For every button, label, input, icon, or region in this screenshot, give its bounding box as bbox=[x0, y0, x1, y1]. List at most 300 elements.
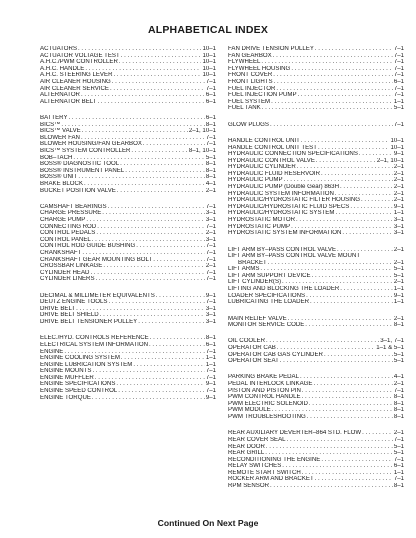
entry-page-number: 5–1 bbox=[205, 154, 216, 161]
dot-leader bbox=[300, 374, 393, 381]
entry-label: ENGINE SPECIFICATIONS bbox=[40, 381, 116, 388]
dot-leader bbox=[266, 338, 379, 345]
dot-leader bbox=[297, 164, 393, 171]
dot-leader bbox=[86, 217, 204, 224]
entry-page-number: 7–1 bbox=[393, 456, 404, 463]
index-entry[interactable] bbox=[40, 148, 216, 155]
index-entry[interactable] bbox=[228, 430, 404, 437]
entry-page-number: 8–1 bbox=[205, 121, 216, 128]
dot-leader bbox=[61, 122, 205, 129]
entry-label: HYDROSTATIC PUMP bbox=[228, 223, 291, 230]
entry-label: MAIN RELIEF VALVE bbox=[228, 315, 287, 322]
entry-page-number: 2–1 bbox=[393, 177, 404, 184]
index-entry[interactable] bbox=[228, 79, 404, 86]
index-entry[interactable] bbox=[40, 53, 216, 60]
index-entry[interactable] bbox=[228, 394, 404, 401]
index-column-left bbox=[40, 46, 216, 401]
entry-label: PARKING BRAKE PEDAL bbox=[228, 374, 300, 381]
dot-leader bbox=[90, 270, 204, 277]
entry-label: HYDRAULIC PUMP bbox=[228, 177, 283, 184]
entry-page-number: 7–1 bbox=[393, 52, 404, 59]
entry-page-number: 10–1 bbox=[202, 72, 216, 79]
entry-page-number: 8–1 bbox=[393, 414, 404, 421]
index-entry[interactable] bbox=[40, 217, 216, 224]
index-entry[interactable] bbox=[228, 158, 404, 165]
entry-page-number: 1–1 & 5–1 bbox=[376, 345, 404, 351]
index-entry[interactable] bbox=[228, 145, 404, 152]
entry-page-number: 6–1 bbox=[393, 463, 404, 470]
entry-page-number: 2–1 bbox=[393, 279, 404, 286]
entry-label: BOB–TACH bbox=[40, 154, 73, 161]
index-entry[interactable] bbox=[228, 122, 404, 129]
index-entry[interactable] bbox=[228, 105, 404, 112]
index-entry[interactable] bbox=[40, 375, 216, 382]
index-entry[interactable] bbox=[228, 338, 404, 345]
entry-label: ACTUATORS bbox=[40, 46, 78, 52]
entry-label: ENGINE bbox=[40, 348, 64, 355]
entry-label: FUEL SYSTEM bbox=[228, 98, 271, 105]
dot-leader bbox=[112, 79, 205, 86]
entry-page-number: 2–1 bbox=[393, 170, 404, 177]
dot-leader bbox=[321, 171, 393, 178]
dot-leader bbox=[96, 230, 205, 237]
entry-page-number: 7–1 bbox=[205, 243, 216, 250]
dot-leader bbox=[301, 138, 390, 145]
dot-leader bbox=[73, 155, 204, 162]
entry-label: OPERATOR SEAT bbox=[228, 358, 279, 365]
entry-label: HYDRAULIC/HYDROSTATIC FLUID SPECS bbox=[228, 203, 350, 210]
entry-label: RELAY SWITCHES bbox=[228, 463, 282, 470]
index-entry[interactable] bbox=[228, 450, 404, 457]
index-entry[interactable] bbox=[228, 151, 404, 158]
entry-page-number: 9–1 bbox=[393, 203, 404, 210]
index-entry[interactable] bbox=[228, 266, 404, 273]
entry-label: REMOTE START SWITCH bbox=[228, 469, 301, 476]
index-entry[interactable] bbox=[40, 299, 216, 306]
index-entry[interactable] bbox=[228, 177, 404, 184]
entry-page-number: 8–1 bbox=[393, 483, 404, 490]
entry-page-number: 1–1 bbox=[393, 210, 404, 217]
entry-label: PISTON AND PISTON PIN bbox=[228, 387, 301, 394]
index-entry[interactable] bbox=[228, 444, 404, 451]
index-entry[interactable] bbox=[228, 470, 404, 477]
index-entry[interactable] bbox=[228, 345, 404, 352]
dot-leader bbox=[307, 414, 393, 421]
index-entry[interactable] bbox=[228, 204, 404, 211]
entry-label: ENGINE COOLING SYSTEM bbox=[40, 355, 120, 362]
entry-label: BICS™ bbox=[40, 121, 61, 128]
entry-page-number: 7–1 bbox=[393, 72, 404, 79]
entry-label: BOSS® DIAGNOSTIC TOOL bbox=[40, 161, 120, 168]
index-entry[interactable] bbox=[40, 141, 216, 148]
dot-leader bbox=[149, 342, 205, 349]
entry-label: MONITOR SERVICE CODE bbox=[228, 322, 305, 329]
index-entry[interactable] bbox=[228, 86, 404, 93]
entry-page-number: 9–1 bbox=[205, 394, 216, 401]
dot-leader bbox=[315, 46, 393, 53]
index-entry[interactable] bbox=[228, 247, 404, 254]
index-entry[interactable] bbox=[228, 66, 404, 73]
index-entry[interactable] bbox=[40, 115, 216, 122]
entry-label: OPERATOR CAB GAS CYLINDER bbox=[228, 351, 323, 358]
entry-label: BOSS® UNIT bbox=[40, 174, 78, 181]
entry-label: HYDRAULIC SYSTEM INFORMATION bbox=[228, 190, 334, 197]
index-entry[interactable] bbox=[40, 270, 216, 277]
dot-leader bbox=[282, 463, 393, 470]
index-entry[interactable] bbox=[228, 191, 404, 198]
index-entry[interactable] bbox=[40, 181, 216, 188]
entry-page-number: 8–1 bbox=[393, 394, 404, 401]
index-entry[interactable] bbox=[40, 59, 216, 66]
index-entry[interactable] bbox=[228, 374, 404, 381]
dot-leader bbox=[92, 237, 205, 244]
dot-leader bbox=[316, 158, 376, 165]
entry-page-number: 8–1 bbox=[205, 167, 216, 174]
entry-page-number: 3–1 bbox=[393, 230, 404, 237]
dot-leader bbox=[153, 257, 205, 264]
entry-label: BLOWER HOUSING/FAN GEARBOX bbox=[40, 141, 142, 148]
index-entry[interactable] bbox=[228, 414, 404, 421]
entry-page-number: 7–1 bbox=[393, 476, 404, 483]
index-entry[interactable] bbox=[40, 204, 216, 211]
index-entry[interactable] bbox=[40, 128, 216, 135]
index-entry[interactable] bbox=[228, 171, 404, 178]
index-entry[interactable] bbox=[228, 217, 404, 224]
entry-label: ENGINE TORQUE bbox=[40, 394, 91, 401]
index-entry[interactable] bbox=[40, 381, 216, 388]
dot-leader bbox=[103, 263, 205, 270]
entry-page-number: 2–1 bbox=[205, 187, 216, 194]
index-entry[interactable] bbox=[40, 388, 216, 395]
dot-leader bbox=[265, 450, 393, 457]
entry-label: DRIVE BELT SHIELD bbox=[40, 312, 99, 319]
index-entry[interactable] bbox=[40, 250, 216, 257]
dot-leader bbox=[315, 476, 393, 483]
entry-page-number: 8–1 bbox=[205, 335, 216, 342]
group-gap bbox=[40, 326, 216, 336]
entry-page-number: 1–1 bbox=[393, 286, 404, 293]
entry-page-number: 10–1 bbox=[390, 137, 404, 144]
dot-leader bbox=[117, 188, 205, 195]
entry-label: FUEL INJECTOR bbox=[228, 85, 276, 92]
index-entry[interactable] bbox=[228, 358, 404, 365]
index-entry[interactable] bbox=[40, 319, 216, 326]
index-entry[interactable] bbox=[228, 316, 404, 323]
entry-page-number: 2–1, 10–1 bbox=[376, 157, 404, 164]
entry-label: CRANKSHAFT GEAR MOUNTING BOLT bbox=[40, 256, 153, 263]
index-column-right bbox=[228, 46, 404, 490]
index-entry[interactable] bbox=[40, 188, 216, 195]
index-entry[interactable] bbox=[40, 210, 216, 217]
entry-label: CRANKSHAFT bbox=[40, 250, 82, 256]
entry-page-number: 10–1 bbox=[202, 59, 216, 66]
index-entry[interactable] bbox=[40, 355, 216, 362]
index-entry[interactable] bbox=[228, 476, 404, 483]
index-entry[interactable] bbox=[228, 457, 404, 464]
index-entry[interactable] bbox=[228, 273, 404, 280]
index-entry[interactable] bbox=[228, 99, 404, 106]
entry-page-number: 7–1 bbox=[393, 85, 404, 92]
index-entry[interactable] bbox=[228, 224, 404, 231]
index-entry[interactable] bbox=[228, 92, 404, 99]
index-entry[interactable] bbox=[228, 59, 404, 66]
index-entry[interactable] bbox=[228, 72, 404, 79]
dot-leader bbox=[340, 184, 393, 191]
index-entry[interactable] bbox=[40, 257, 216, 264]
dot-leader bbox=[362, 430, 393, 437]
entry-page-number: 2–1 bbox=[393, 381, 404, 388]
index-entry[interactable] bbox=[40, 306, 216, 313]
dot-leader bbox=[108, 204, 205, 211]
entry-label: LIFT ARM BY–PASS CONTROL VALVE MOUNT bbox=[228, 253, 361, 260]
entry-page-number: 2–1 bbox=[393, 184, 404, 191]
entry-label: DECIMAL & MILLIMETER EQUIVALENTS bbox=[40, 292, 155, 299]
index-entry[interactable] bbox=[228, 138, 404, 145]
dot-leader bbox=[310, 299, 393, 306]
dot-leader bbox=[120, 161, 205, 168]
entry-page-number: 2–1, 10–1 bbox=[188, 128, 216, 135]
group-gap bbox=[40, 105, 216, 115]
entry-page-number: 7–1 bbox=[393, 121, 404, 128]
entry-label: ENGINE LUBRICATION SYSTEM bbox=[40, 361, 133, 368]
entry-label: BUCKET POSITION VALVE bbox=[40, 187, 116, 194]
dot-leader bbox=[276, 86, 392, 93]
dot-leader bbox=[306, 293, 393, 300]
index-entry[interactable] bbox=[228, 381, 404, 388]
entry-page-number: 2–1 bbox=[393, 430, 404, 437]
index-entry[interactable] bbox=[228, 463, 404, 470]
entry-page-number: 1–1 bbox=[205, 361, 216, 368]
index-entry[interactable] bbox=[228, 230, 404, 237]
dot-leader bbox=[277, 345, 375, 352]
index-entry[interactable] bbox=[228, 437, 404, 444]
entry-page-number: 5–1 bbox=[393, 105, 404, 112]
index-entry[interactable] bbox=[228, 299, 404, 306]
index-entry[interactable] bbox=[40, 224, 216, 231]
entry-label: FUEL INJECTION PUMP bbox=[228, 92, 297, 99]
index-entry[interactable] bbox=[228, 388, 404, 395]
entry-page-number: 5–1 bbox=[393, 358, 404, 365]
index-entry[interactable] bbox=[40, 368, 216, 375]
entry-label: DRIVE BELT TENSIONER PULLEY bbox=[40, 319, 138, 326]
index-entry[interactable] bbox=[40, 86, 216, 93]
entry-label: HANDLE CONTROL UNIT bbox=[228, 137, 300, 144]
entry-label: CHARGE PUMP bbox=[40, 217, 86, 224]
dot-leader bbox=[97, 99, 204, 106]
dot-leader bbox=[296, 217, 393, 224]
index-entry[interactable] bbox=[40, 362, 216, 369]
entry-label: HYDRAULIC/HYDROSTATIC SYSTEM bbox=[228, 210, 335, 217]
index-entry[interactable] bbox=[228, 401, 404, 408]
index-entry[interactable] bbox=[228, 53, 404, 60]
dot-leader bbox=[64, 349, 204, 356]
dot-leader bbox=[342, 230, 392, 237]
entry-label: DEUTZ ENGINE TOOLS bbox=[40, 299, 108, 306]
entry-page-number: 9–1 bbox=[393, 292, 404, 299]
index-entry[interactable] bbox=[228, 197, 404, 204]
index-entry[interactable] bbox=[40, 168, 216, 175]
entry-label: A.H.C./PWM CONTROLLER bbox=[40, 59, 118, 66]
index-entry[interactable] bbox=[228, 184, 404, 191]
dot-leader bbox=[312, 273, 393, 280]
index-entry[interactable] bbox=[40, 122, 216, 129]
index-entry[interactable] bbox=[40, 46, 216, 53]
dot-leader bbox=[359, 151, 393, 158]
page-title: ALPHABETICAL INDEX bbox=[147, 24, 269, 36]
dot-leader bbox=[116, 381, 204, 388]
entry-page-number: 7–1 bbox=[393, 59, 404, 66]
dot-leader bbox=[81, 92, 205, 99]
dot-leader bbox=[282, 279, 393, 286]
dot-leader bbox=[125, 168, 205, 175]
index-entry[interactable] bbox=[40, 237, 216, 244]
entry-page-number: 7–1 bbox=[205, 374, 216, 381]
dot-leader bbox=[272, 407, 393, 414]
index-entry[interactable] bbox=[228, 164, 404, 171]
index-entry[interactable] bbox=[228, 407, 404, 414]
entry-page-number: 10–1 bbox=[202, 46, 216, 52]
entry-page-number: 9–1 bbox=[205, 292, 216, 299]
entry-label: HYDROSTATIC MOTOR bbox=[228, 217, 296, 224]
dot-leader bbox=[337, 247, 393, 254]
entry-page-number: 8–1 bbox=[393, 322, 404, 329]
entry-page-number: 5–1 bbox=[393, 443, 404, 450]
entry-label: CONTROL PEDALS bbox=[40, 230, 96, 237]
dot-leader bbox=[121, 53, 202, 60]
dot-leader bbox=[102, 210, 205, 217]
entry-page-number: 3–1 bbox=[393, 223, 404, 230]
index-entry[interactable] bbox=[228, 352, 404, 359]
index-entry[interactable] bbox=[40, 72, 216, 79]
index-entry[interactable] bbox=[228, 322, 404, 329]
entry-page-number: 7–1 bbox=[205, 134, 216, 141]
entry-label: CROSSBAR LINKAGE bbox=[40, 263, 103, 270]
index-entry[interactable] bbox=[40, 161, 216, 168]
entry-page-number: 8–1 bbox=[393, 407, 404, 414]
index-entry[interactable] bbox=[40, 230, 216, 237]
entry-page-number: 2–1 bbox=[393, 190, 404, 197]
dot-leader bbox=[119, 59, 202, 66]
index-entry[interactable] bbox=[40, 79, 216, 86]
dot-leader bbox=[268, 260, 393, 267]
entry-page-number: 6–1 bbox=[205, 98, 216, 105]
index-entry[interactable] bbox=[40, 349, 216, 356]
dot-leader bbox=[350, 204, 393, 211]
index-entry[interactable] bbox=[40, 335, 216, 342]
entry-page-number: 7–1 bbox=[205, 276, 216, 283]
entry-label: ALTERNATOR BELT bbox=[40, 98, 97, 105]
index-entry[interactable] bbox=[228, 483, 404, 490]
entry-page-number: 1–1 bbox=[393, 299, 404, 306]
entry-label: ELECTRICAL SYSTEM INFORMATION bbox=[40, 341, 149, 348]
index-entry[interactable] bbox=[228, 286, 404, 293]
dot-leader bbox=[81, 135, 205, 142]
entry-label: RPM SENSOR bbox=[228, 483, 269, 490]
entry-page-number: 2–1 bbox=[393, 315, 404, 322]
entry-label: AIR CLEANER HOUSING bbox=[40, 78, 111, 85]
dot-leader bbox=[118, 388, 205, 395]
entry-page-number: 1–1 bbox=[393, 98, 404, 105]
entry-page-number: 6–1 bbox=[205, 115, 216, 122]
dot-leader bbox=[271, 99, 393, 106]
entry-page-number: 7–1 bbox=[393, 92, 404, 99]
dot-leader bbox=[266, 444, 393, 451]
entry-label: FLYWHEEL HOUSING bbox=[228, 65, 291, 72]
index-entry[interactable] bbox=[40, 99, 216, 106]
entry-label: RECONDITIONING THE ENGINE bbox=[228, 456, 321, 463]
index-entry[interactable] bbox=[40, 276, 216, 283]
dot-leader bbox=[318, 145, 390, 152]
entry-label: LIFT ARM BY–PASS CONTROL VALVE bbox=[228, 246, 337, 253]
entry-label: PWM TROUBLESHOOTING bbox=[228, 414, 306, 421]
index-entry[interactable] bbox=[228, 210, 404, 217]
index-entry[interactable] bbox=[40, 342, 216, 349]
index-entry[interactable] bbox=[40, 312, 216, 319]
entry-page-number: 4–1 bbox=[205, 180, 216, 187]
group-gap bbox=[228, 112, 404, 122]
entry-label: GLOW PLUGS bbox=[228, 121, 269, 128]
entry-label: HYDRAULIC CONTROL VALVE bbox=[228, 157, 315, 164]
index-entry[interactable] bbox=[40, 243, 216, 250]
entry-page-number: 6–1 bbox=[205, 341, 216, 348]
dot-leader bbox=[261, 59, 392, 66]
index-entry[interactable] bbox=[40, 263, 216, 270]
index-entry[interactable] bbox=[40, 174, 216, 181]
entry-page-number: 8–1 bbox=[205, 161, 216, 168]
index-entry[interactable] bbox=[40, 92, 216, 99]
entry-page-number: 5–1 bbox=[393, 351, 404, 358]
entry-page-number: 10–1 bbox=[390, 144, 404, 151]
dot-leader bbox=[92, 368, 204, 375]
dot-leader bbox=[85, 66, 201, 73]
entry-label: ROCKER ARM AND BRACKET bbox=[228, 476, 314, 483]
index-entry[interactable] bbox=[228, 293, 404, 300]
entry-label: HANDLE CONTROL UNIT TEST bbox=[228, 144, 317, 151]
dot-leader bbox=[260, 266, 392, 273]
index-entry[interactable] bbox=[228, 279, 404, 286]
entry-label: FRONT LIGHTS bbox=[228, 78, 273, 85]
entry-page-number: 7–1 bbox=[393, 65, 404, 72]
index-entry[interactable] bbox=[228, 260, 404, 267]
entry-page-number: 3–1, 7–1 bbox=[380, 338, 404, 345]
dot-leader bbox=[97, 224, 205, 231]
dot-leader bbox=[136, 243, 205, 250]
dot-leader bbox=[113, 72, 201, 79]
entry-label: PEDAL INTERLOCK LINKAGE bbox=[228, 381, 313, 388]
entry-label: LIFT ARM SUPPORT DEVICE bbox=[228, 272, 311, 279]
index-entry[interactable] bbox=[40, 135, 216, 142]
entry-label: BRACKET bbox=[238, 259, 267, 266]
index-entry[interactable] bbox=[228, 46, 404, 53]
index-entry[interactable] bbox=[40, 66, 216, 73]
index-entry[interactable] bbox=[228, 253, 404, 260]
entry-label: REAR DOOR bbox=[228, 443, 265, 450]
entry-page-number: 7–1 bbox=[205, 85, 216, 92]
index-entry[interactable] bbox=[40, 395, 216, 402]
entry-page-number: 7–1 bbox=[205, 78, 216, 85]
dot-leader bbox=[270, 483, 393, 490]
dot-leader bbox=[121, 355, 205, 362]
entry-label: AIR CLEANER SERVICE bbox=[40, 85, 109, 92]
dot-leader bbox=[78, 46, 201, 53]
index-entry[interactable] bbox=[40, 155, 216, 162]
dot-leader bbox=[273, 53, 393, 60]
entry-page-number: 3–1 bbox=[205, 236, 216, 243]
entry-label: A.H.C. STEERING LEVER bbox=[40, 72, 113, 79]
entry-label: CONTROL ROD GUIDE BUSHING bbox=[40, 243, 136, 250]
entry-label: CHARGE PRESSURE bbox=[40, 210, 102, 217]
index-entry[interactable] bbox=[40, 293, 216, 300]
